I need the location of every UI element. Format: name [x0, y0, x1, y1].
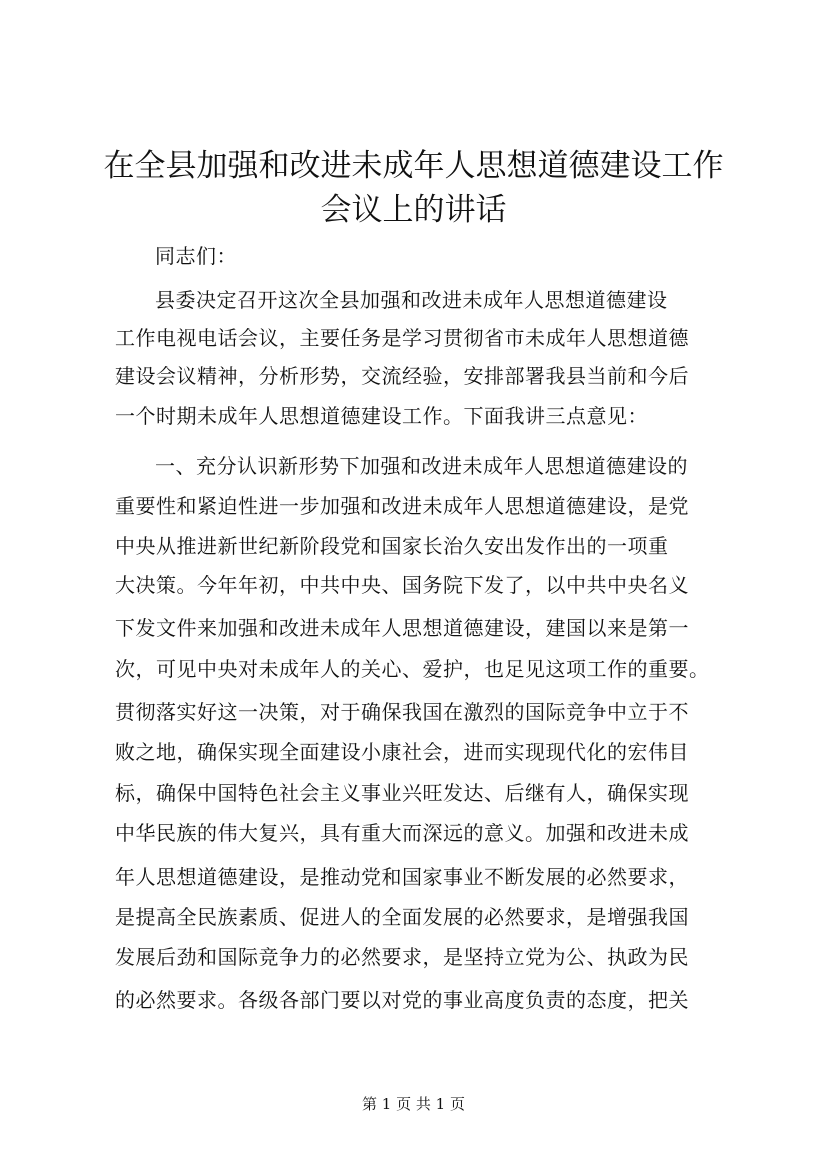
document-title-line-1: 在全县加强和改进未成年人思想道德建设工作	[103, 148, 724, 184]
body-line: 大决策。今年年初，中共中央、国务院下发了，以中共中央名义	[115, 573, 689, 597]
body-line: 中华民族的伟大复兴，具有重大而深远的意义。加强和改进未成	[115, 821, 689, 845]
body-line: 发展后劲和国际竞争力的必然要求，是坚持立党为公、执政为民	[115, 945, 689, 969]
page-number-footer: 第 1 页 共 1 页	[362, 1095, 465, 1113]
salutation: 同志们：	[155, 244, 237, 268]
section-heading-line: 一、充分认识新形势下加强和改进未成年人思想道德建设的	[155, 454, 688, 478]
document-title-line-2: 会议上的讲话	[320, 192, 507, 228]
body-line: 次，可见中央对未成年人的关心、爱护，也足见这项工作的重要。	[115, 657, 710, 681]
body-line: 中央从推进新世纪新阶段党和国家长治久安出发作出的一项重	[115, 534, 669, 558]
body-line: 的必然要求。各级各部门要以对党的事业高度负责的态度，把关	[115, 988, 689, 1012]
body-line: 败之地，确保实现全面建设小康社会，进而实现现代化的宏伟目	[115, 740, 689, 764]
body-line: 重要性和紧迫性进一步加强和改进未成年人思想道德建设，是党	[115, 494, 689, 518]
body-line: 年人思想道德建设，是推动党和国家事业不断发展的必然要求，	[115, 865, 689, 889]
body-line: 是提高全民族素质、促进人的全面发展的必然要求，是增强我国	[115, 905, 689, 929]
body-line: 贯彻落实好这一决策，对于确保我国在激烈的国际竞争中立于不	[115, 700, 689, 724]
body-line: 县委决定召开这次全县加强和改进未成年人思想道德建设	[155, 288, 668, 312]
body-line: 建设会议精神，分析形势，交流经验，安排部署我县当前和今后	[115, 364, 689, 388]
body-line: 下发文件来加强和改进未成年人思想道德建设，建国以来是第一	[115, 616, 689, 640]
body-line: 工作电视电话会议，主要任务是学习贯彻省市未成年人思想道德	[115, 326, 689, 350]
body-line: 标，确保中国特色社会主义事业兴旺发达、后继有人，确保实现	[115, 781, 689, 805]
body-line: 一个时期未成年人思想道德建设工作。下面我讲三点意见：	[115, 404, 648, 428]
